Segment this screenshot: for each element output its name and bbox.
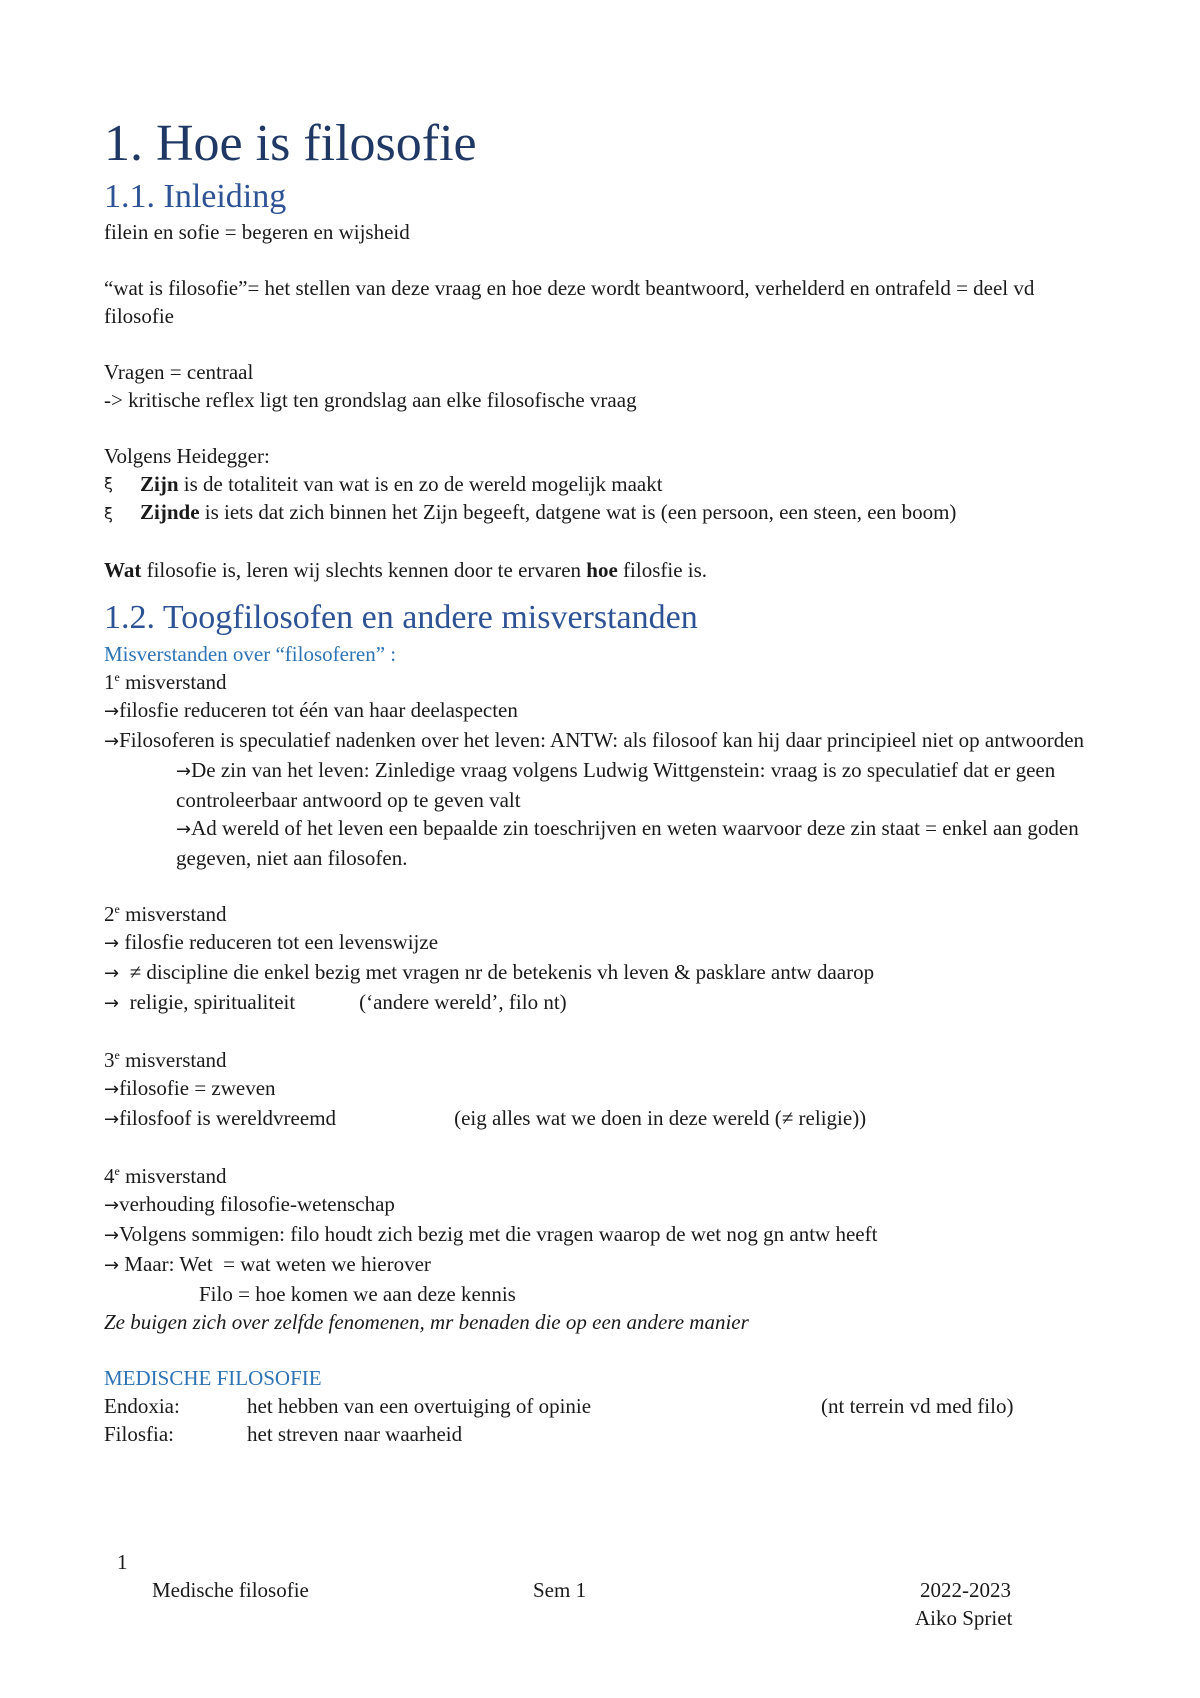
- arrow-icon: →: [104, 933, 120, 954]
- list-item: → religie, spiritualiteit (‘andere wereld’, filo nt): [104, 990, 567, 1014]
- arrow-icon: →: [104, 1109, 120, 1130]
- list-item: → ≠ discipline die enkel bezig met vragen nr de betekenis vh leven & pasklare antw daarop: [104, 960, 875, 984]
- footer-center: Sem 1: [533, 1578, 587, 1602]
- paragraph: Volgens Heidegger:: [104, 444, 270, 468]
- list-item: Filo = hoe komen we aan deze kennis: [199, 1282, 516, 1306]
- bold-text: hoe: [586, 558, 618, 582]
- list-item: [104, 470, 1104, 498]
- heading-1: 1. Hoe is filosofie: [104, 115, 477, 172]
- misverstand-heading: 2e misverstand: [104, 902, 227, 926]
- definition-row: [104, 1420, 1104, 1448]
- arrow-icon: →: [104, 701, 120, 722]
- footer-right: 2022-2023: [920, 1578, 1011, 1602]
- term-bold: Zijn: [140, 472, 179, 496]
- arrow-icon: →: [104, 963, 120, 984]
- section-2-title: 1.2. Toogfilosofen en andere misverstanden: [104, 599, 698, 636]
- paragraph: filein en sofie = begeren en wijsheid: [104, 220, 410, 244]
- term-text: is iets dat zich binnen het Zijn begeeft, datgene wat is (een persoon, een steen, een boom): [199, 500, 957, 524]
- list-item: →De zin van het leven: Zinledige vraag volgens Ludwig Wittgenstein: vraag is zo speculatief dat er geen controleerbaar antwoord op te geven valt: [176, 758, 1056, 812]
- page-number: 1: [117, 1550, 128, 1574]
- term-bold: Zijnde: [140, 500, 200, 524]
- arrow-icon: →: [104, 993, 120, 1014]
- paragraph: “wat is filosofie”= het stellen van deze vraag en hoe deze wordt beantwoord, verhelderd en ontrafeld = deel vd filosofie: [104, 276, 1035, 328]
- list-item: →Volgens sommigen: filo houdt zich bezig met die vragen waarop de wet nog gn antw heeft: [104, 1222, 878, 1246]
- arrow-icon: →: [104, 1079, 120, 1100]
- arrow-icon: →: [104, 1255, 120, 1276]
- list-item: → Maar: Wet = wat weten we hierover: [104, 1252, 431, 1276]
- list-item: →verhouding filosofie-wetenschap: [104, 1192, 395, 1216]
- misverstand-heading: 3e misverstand: [104, 1048, 227, 1072]
- text: filosofie is, leren wij slechts kennen door te ervaren: [141, 558, 587, 582]
- paragraph: [104, 556, 1104, 584]
- arrow-icon: →: [176, 819, 192, 840]
- arrow-icon: →: [104, 1225, 120, 1246]
- list-item: →filosfie reduceren tot één van haar deelaspecten: [104, 698, 518, 722]
- paragraph: Vragen = centraal: [104, 360, 254, 384]
- text: filosfie is.: [617, 558, 708, 582]
- list-item: [104, 498, 1104, 528]
- medische-title: MEDISCHE FILOSOFIE: [104, 1366, 322, 1390]
- definition-term: Filosfia:: [104, 1422, 175, 1446]
- paragraph: -> kritische reflex ligt ten grondslag aan elke filosofische vraag: [104, 388, 637, 412]
- list-item: →filosfoof is wereldvreemd (eig alles wat we doen in deze wereld (≠ religie)): [104, 1106, 867, 1130]
- definition-row: [104, 1392, 1104, 1420]
- definition-note: (nt terrein vd med filo): [821, 1394, 1014, 1418]
- bold-text: Wat: [104, 558, 142, 582]
- section-1-title: 1.1. Inleiding: [104, 178, 287, 215]
- list-item: →Filosoferen is speculatief nadenken over het leven: ANTW: als filosoof kan hij daar principieel niet op antwoorden: [104, 728, 1085, 752]
- bullet-marker-icon: ξ: [104, 504, 113, 523]
- definition-term: Endoxia:: [104, 1394, 180, 1418]
- misverstand-heading: 1e misverstand: [104, 670, 227, 694]
- arrow-icon: →: [176, 761, 192, 782]
- bullet-marker-icon: ξ: [104, 474, 113, 493]
- arrow-icon: →: [104, 1195, 120, 1216]
- misverstand-heading: 4e misverstand: [104, 1164, 227, 1188]
- footer-author: Aiko Spriet: [915, 1606, 1013, 1630]
- list-item: →filosofie = zweven: [104, 1076, 276, 1100]
- italic-note: Ze buigen zich over zelfde fenomenen, mr benaden die op een andere manier: [104, 1310, 749, 1334]
- definition-text: het hebben van een overtuiging of opinie: [247, 1394, 592, 1418]
- definition-text: het streven naar waarheid: [247, 1422, 463, 1446]
- page-content: [104, 112, 1104, 1448]
- list-item: → filosfie reduceren tot een levenswijze: [104, 930, 439, 954]
- arrow-icon: →: [104, 731, 120, 752]
- section-2-subtitle: Misverstanden over “filosoferen” :: [104, 642, 397, 666]
- footer-left: Medische filosofie: [152, 1578, 309, 1602]
- list-item: →Ad wereld of het leven een bepaalde zin toeschrijven en weten waarvoor deze zin staat = enkel aan goden gegeven, niet aan filosofen.: [176, 816, 1079, 870]
- term-text: is de totaliteit van wat is en zo de wereld mogelijk maakt: [178, 472, 663, 496]
